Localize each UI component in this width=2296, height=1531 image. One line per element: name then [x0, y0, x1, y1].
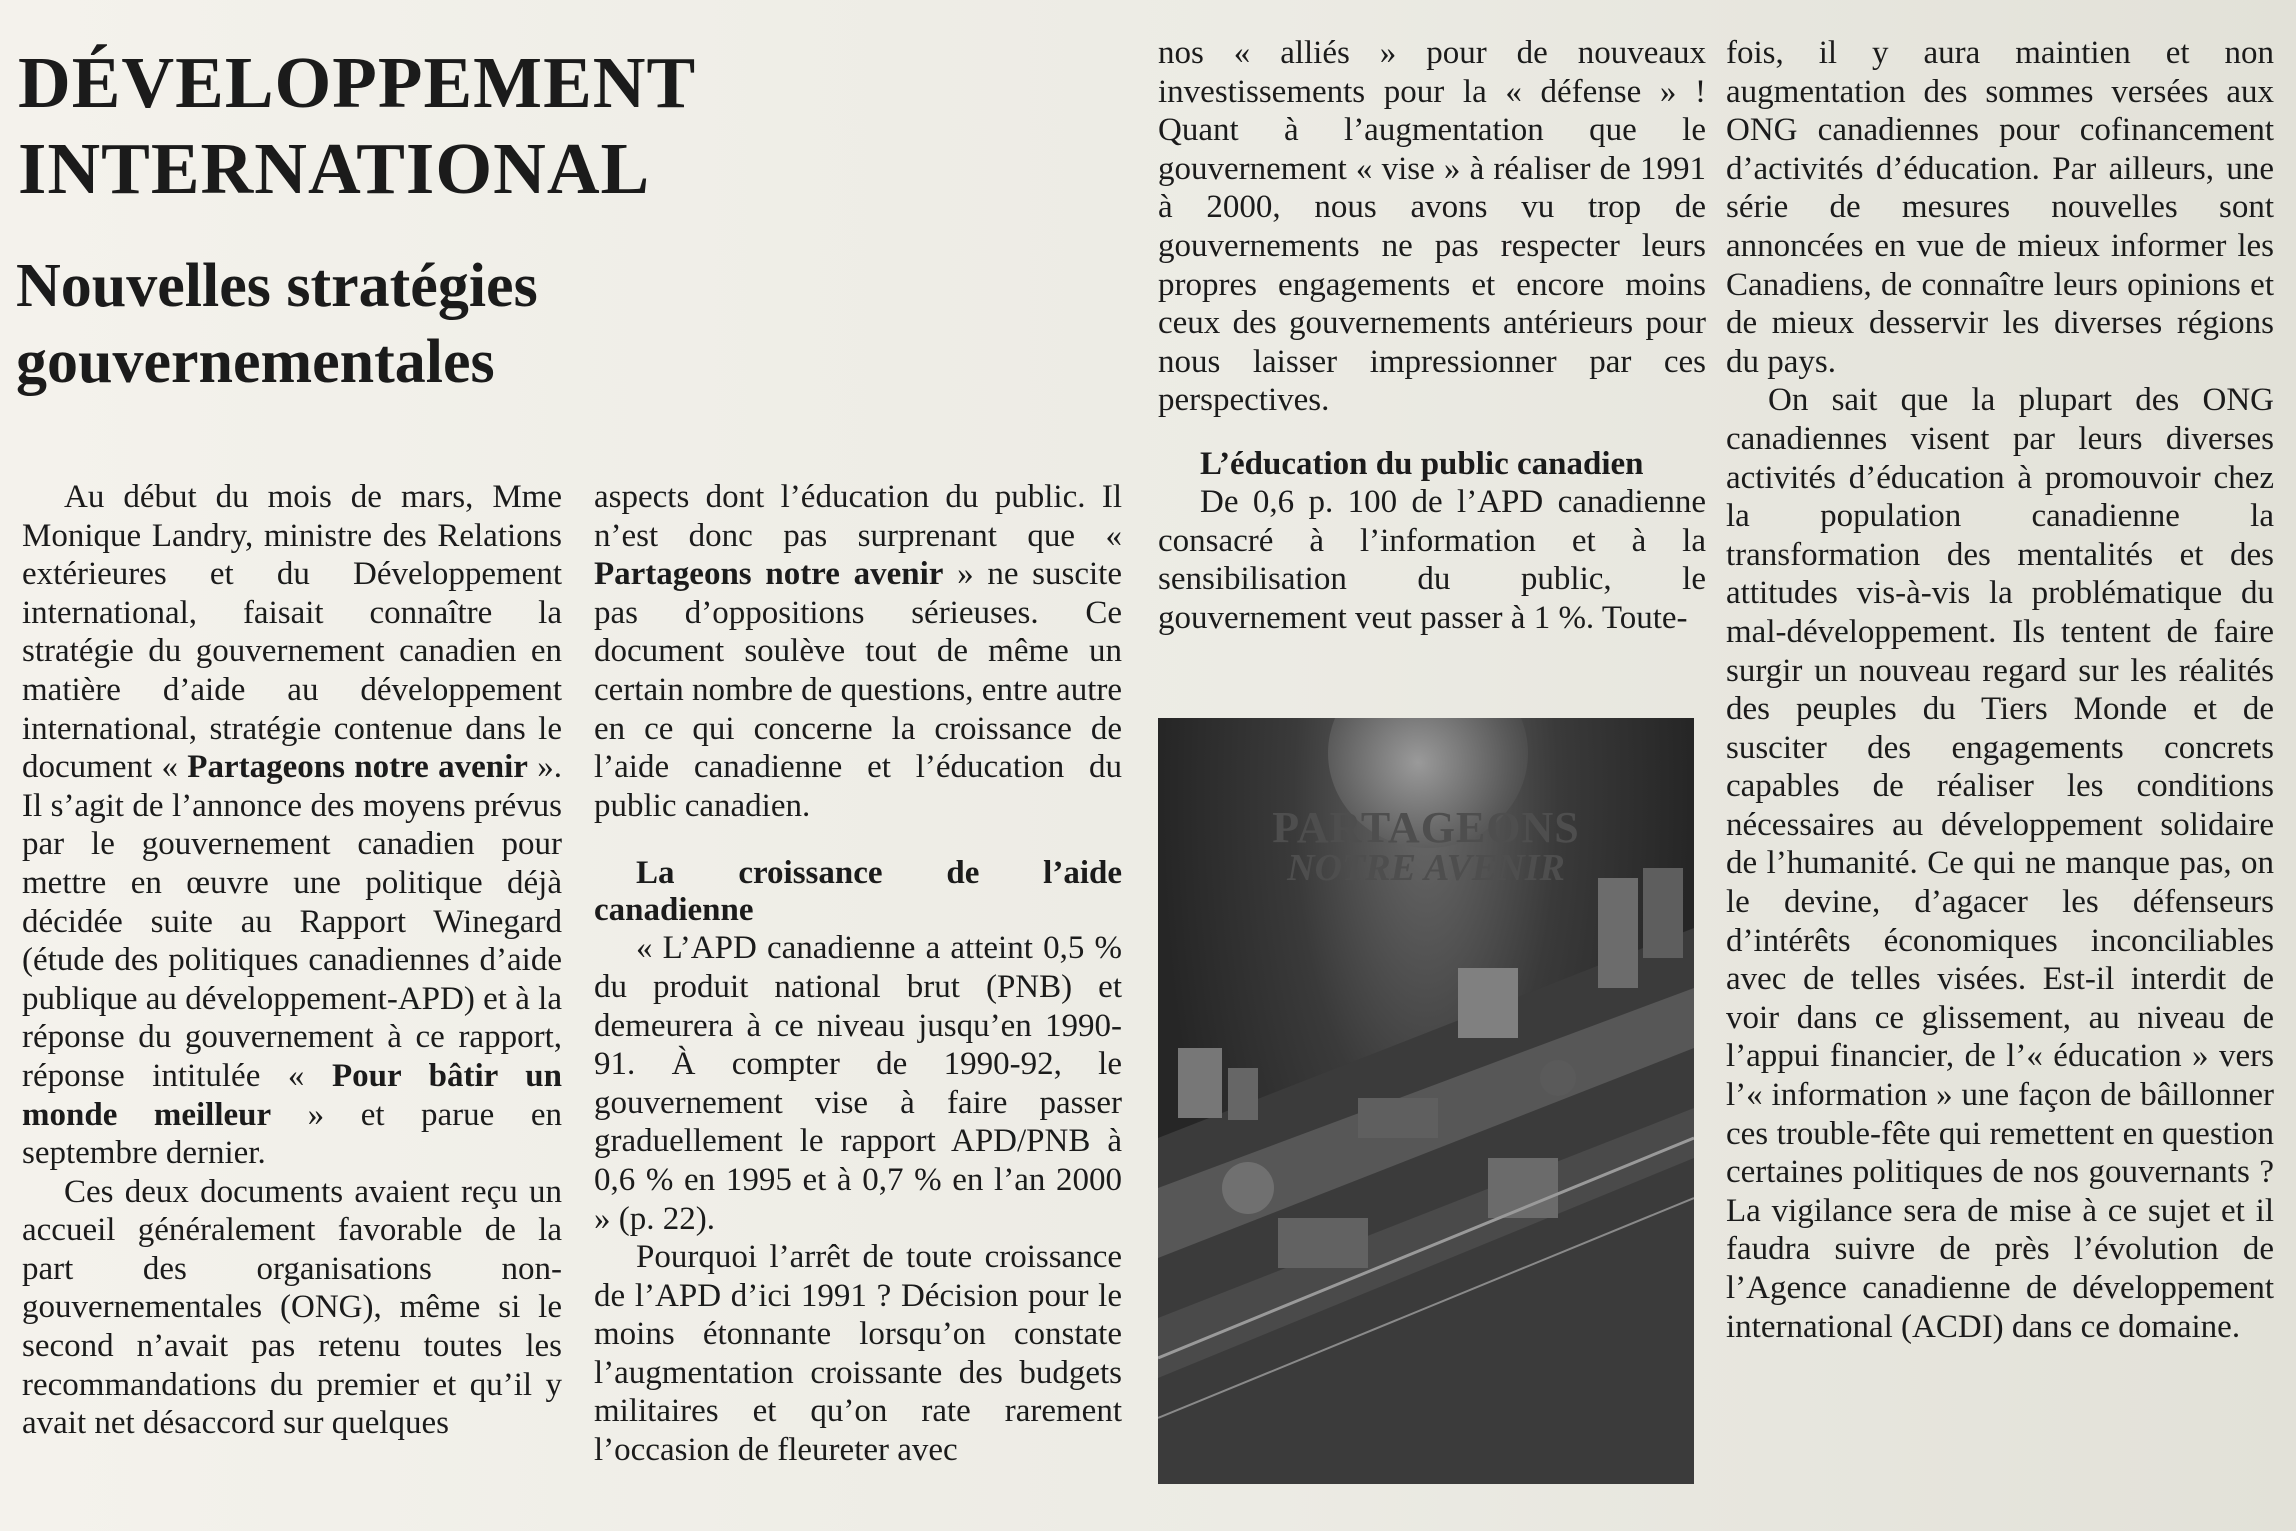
paragraph: De 0,6 p. 100 de l’APD canadienne consacré à l’information et à la sensibilisation du public, le gouvernement veut passer à 1 %. Toute- [1158, 483, 1706, 636]
article-column-2 [594, 478, 1122, 1470]
article-column-1 [22, 478, 562, 1443]
cover-subtitle: NOTRE AVENIR [1287, 847, 1565, 889]
article-headline: Nouvelles stratégies gouvernementales [16, 252, 538, 396]
document-title: Partageons notre avenir [594, 556, 944, 593]
document-cover-image [1158, 718, 1694, 1484]
paragraph: Pourquoi l’arrêt de toute croissance de l’APD d’ici 1991 ? Décision pour le moins étonnante lorsqu’on constate l’augmentation croissante des budgets militaires et qu’on rate rarement l’occasion de fleureter avec [594, 1239, 1122, 1469]
document-title: Pour bâtir un monde meilleur [22, 1057, 562, 1133]
article-column-3 [1158, 34, 1706, 637]
article-column-4 [1726, 34, 2274, 1346]
document-title: Partageons notre avenir [187, 749, 528, 786]
city-illustration [1158, 718, 1694, 1484]
paragraph: Au début du mois de mars, Mme Monique Landry, ministre des Relations extérieures et du Développement international, faisait connaître la stratégie du gouvernement canadien en matière d’aide au développement international, stratégie contenue dans le document « Partageons notre avenir ». Il s’agit de l’annonce des moyens prévus par le gouvernement canadien pour mettre en œuvre une politique déjà décidée suite au Rapport Winegard (étude des politiques canadiennes d’aide publique au développement-APD) et à la réponse du gouvernement à ce rapport, réponse intitulée « Pour bâtir un monde meilleur » et parue en septembre dernier. [22, 479, 562, 1172]
paragraph: aspects dont l’éducation du public. Il n’est donc pas surprenant que « Partageons notre avenir » ne suscite pas d’oppositions sérieuses. Ce document soulève tout de même un certain nombre de questions, entre autre en ce qui concerne la croissance de l’aide canadienne et l’éducation du public canadien. [594, 479, 1122, 824]
cover-title: PARTAGEONS [1272, 803, 1580, 852]
paragraph: On sait que la plupart des ONG canadiennes visent par leurs diverses activités d’éducation à promouvoir chez la population canadienne la transformation des mentalités et des attitudes vis-à-vis la problématique du mal-développement. Ils tentent de faire surgir un nouveau regard sur les réalités des peuples du Tiers Monde et de susciter des engagements concrets capables de réaliser les conditions nécessaires au développement solidaire de l’humanité. Ce qui ne manque pas, on le devine, d’agacer les défenseurs d’intérêts économiques inconciliables avec de telles visées. Est-il interdit de voir dans ce glissement, au niveau de l’appui financier, de l’« éducation » vers l’« information » une façon de bâillonner ces trouble-fête qui remettent en question certaines politiques de nos gouvernants ? La vigilance sera de mise à ce sujet et il faudra suivre de près l’évolution de l’Agence canadienne de développement international (ACDI) dans ce domaine. [1726, 382, 2274, 1345]
section-kicker: DÉVELOPPEMENT INTERNATIONAL [18, 42, 695, 209]
paragraph: Ces deux documents avaient reçu un accueil généralement favorable de la part des organisations non-gouvernementales (ONG), même si le second n’avait pas retenu toutes les recommandations du premier et qu’il y avait net désaccord sur quelques [22, 1173, 562, 1442]
paragraph: nos « alliés » pour de nouveaux investissements pour la « défense » ! Quant à l’augmentation que le gouvernement « vise » à réaliser de 1991 à 2000, nous avons vu trop de gouvernements ne pas respecter leurs propres engagements et encore moins ceux des gouvernements antérieurs pour nous laisser impressionner par ces perspectives. [1158, 35, 1706, 419]
section-heading: L’éducation du public canadien [1200, 445, 1644, 482]
section-heading: La croissance de l’aide canadienne [594, 855, 1122, 929]
paragraph: « L’APD canadienne a atteint 0,5 % du produit national brut (PNB) et demeurera à ce niveau jusqu’en 1990-91. À compter de 1990-92, le gouvernement vise à faire passer graduellement le rapport APD/PNB à 0,6 % en 1995 et à 0,7 % en l’an 2000 » (p. 22). [594, 930, 1122, 1237]
paragraph: fois, il y aura maintien et non augmentation des sommes versées aux ONG canadiennes pour cofinancement d’activités d’éducation. Par ailleurs, une série de mesures nouvelles sont annoncées en vue de mieux informer les Canadiens, de connaître leurs opinions et de mieux desservir les diverses régions du pays. [1726, 35, 2274, 380]
